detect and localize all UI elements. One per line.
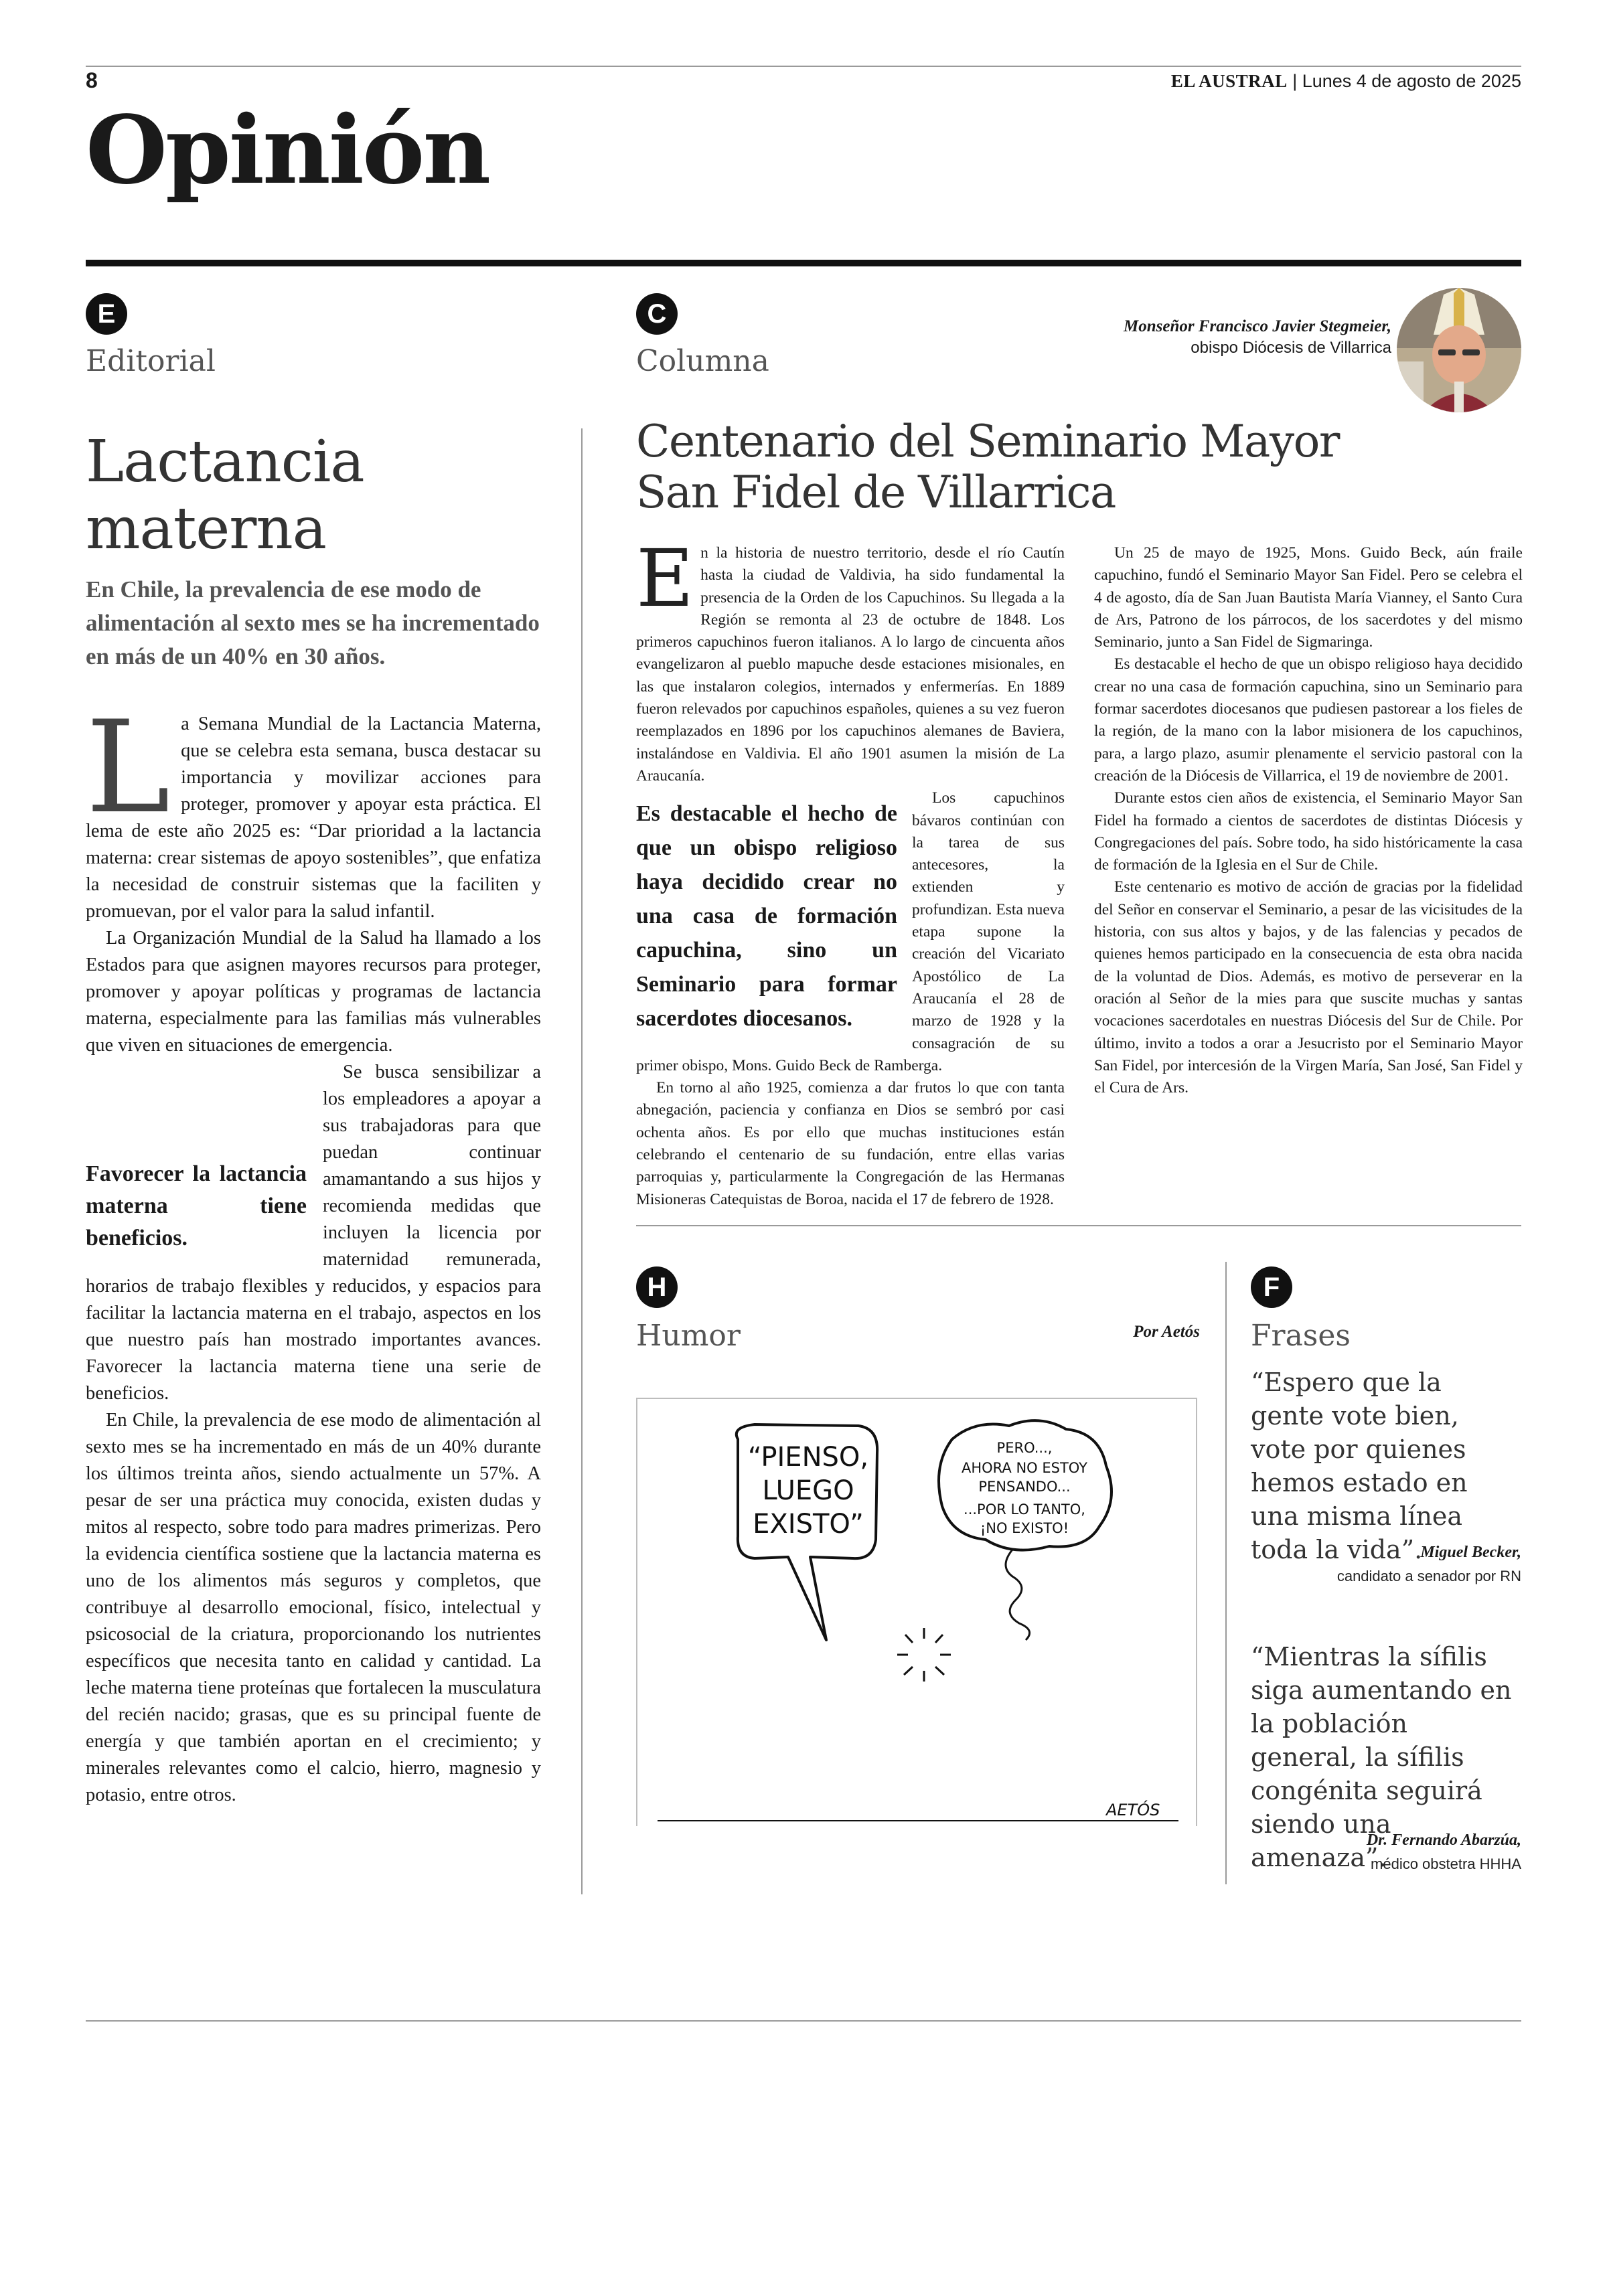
humor-label: Humor [636, 1319, 741, 1353]
frase-quote-2: “Mientras la sífilis siga aumentando en la población general, la sífilis congénita seguirá siendo una amenaza”. [1251, 1642, 1512, 1872]
editorial-title-line2: materna [86, 495, 327, 562]
column-paragraph: Es destacable el hecho de que un obispo religioso haya decidido crear no una casa de formación capuchina, sino un Seminario para formar sacerdotes diocesanos que pudiesen pastorear a los fieles de la región, de la mano con la labor misionera de los capuchinos, para, a largo plazo, asumir plenamente el servicio pastoral con la creación de la Diócesis de Villarrica, el 19 de noviembre de 2001. [1094, 655, 1523, 785]
cartoon-signature: AETÓS [1106, 1801, 1160, 1819]
bubble2-line4: ...POR LO TANTO, [964, 1501, 1085, 1518]
column-paragraph: Los capuchinos bávaros continúan con la tarea de sus antecesores, la extienden y profundizan. Esta nueva etapa supone la creación del Vicariato Apostólico de La Araucanía el 28 de marzo de 1928 y la consagración de su primer obispo, Mons. Guido Beck de Ramberga. [636, 789, 1065, 1074]
bubble2-line1: PERO..., [996, 1440, 1053, 1456]
column-dropcap: E [636, 542, 694, 625]
page-number: 8 [86, 68, 98, 92]
editorial-title [86, 428, 364, 562]
editorial-pullquote: Favorecer la lactancia materna tiene beneficios. [86, 1161, 307, 1250]
column-paragraph: Durante estos cien años de existencia, el Seminario Mayor San Fidel ha formado a cientos de sacerdotes de distintas Diócesis y Congregaciones del país. Sobre todo, ha sido históricamente la casa de formación de la Iglesia en el Sur de Chile. [1094, 789, 1523, 874]
column-body-left [636, 542, 1065, 1225]
column-title-line2: San Fidel de Villarrica [636, 467, 1116, 518]
editorial-paragraph: La Organización Mundial de la Salud ha llamado a los Estados para que asignen mayores recursos para proteger, promover y apoyar políticas y programas de lactancia materna, especialmente para las familias más vulnerables que viven en situaciones de emergencia. [86, 928, 541, 1056]
editorial-paragraph: En Chile, la prevalencia de ese modo de alimentación al sexto mes se ha incrementado en más de un 40% durante los últimos treinta años, siendo actualmente un 57%. A pesar de ser una práctica muy conocida, existen dudas y mitos al respecto, sobre todo para madres primerizas. Pero la evidencia científica sostiene que la lactancia materna es uno de los alimentos más seguros y completos, que contribuye al desarrollo emocional, físico, intelectual y psicosocial de la criatura, proporcionando los nutrientes específicos que necesita tanto en calidad y cantidad. La leche materna tiene proteínas que fortalecen la musculatura del recién nacido; grasas, que es su principal fuente de energía y que también aportan en el crecimiento; y minerales relevantes como el calcio, hierro, magnesio y potasio, entre otros. [86, 1410, 541, 1805]
column-pullquote: Es destacable el hecho de que un obispo religioso haya decidido crear no una casa de formación capuchina, sino un Seminario para formar sacerdotes diocesanos. [636, 801, 897, 1032]
column-title-line1: Centenario del Seminario Mayor [636, 416, 1339, 467]
editorial-badge: E [86, 293, 127, 335]
section-rule [86, 260, 1521, 266]
bottom-rule [86, 2020, 1521, 2022]
frase-role-1: candidato a senador por RN [1336, 1568, 1521, 1584]
cartoon-drawing [637, 1399, 1199, 1827]
column-body-right [1094, 542, 1523, 1225]
column-label: Columna [636, 344, 769, 378]
top-rule [86, 66, 1521, 67]
author-portrait [1397, 288, 1521, 412]
frase-quote-1: “Espero que la gente vote bien, vote por quienes hemos estado en una misma línea toda la vida”. [1251, 1368, 1468, 1564]
humor-divider [1225, 1262, 1227, 1884]
editorial-paragraph: Se busca sensibilizar a los empleadores a apoyar a sus trabajadoras para que puedan continuar amamantando a sus hijos y recomienda medidas que incluyen la licencia por maternidad remunerada, horarios de trabajo flexibles y reducidos, y espacios para facilitar la lactancia materna en el trabajo, aspectos en los que nuestro país han mostrado importantes avances. Favorecer la lactancia materna tiene una serie de beneficios. [86, 1062, 541, 1404]
editorial-dropcap: L [86, 693, 171, 841]
frases-label: Frases [1251, 1319, 1351, 1353]
bubble1-line2: LUEGO [762, 1475, 854, 1506]
frases-badge: F [1251, 1266, 1292, 1308]
editorial-lead: En Chile, la prevalencia de ese modo de alimentación al sexto mes se ha incrementado en más de un 40% en 30 años. [86, 576, 540, 669]
column-paragraph: Este centenario es motivo de acción de gracias por la fidelidad del Señor en conservar el Seminario, a pesar de las vicisitudes de la historia, con sus altos y bajos, y de las falencias y pecados de quienes hemos participado en la consecuencia de esta obra nacida de la voluntad de Dios. Además, es motivo de perseverar en la oración al Señor de la mies para que suscite muchas y santas vocaciones sacerdotales en nuestras Diócesis del Sur de Chile. Por último, invito a todos a orar a Jesucristo por el Seminario Mayor San Fidel, por intercesión de la Virgen María, San José, San Fidel y el Cura de Ars. [1094, 878, 1523, 1097]
bubble2-line5: ¡NO EXISTO! [980, 1520, 1069, 1536]
newspaper-name: EL AUSTRAL [1170, 71, 1288, 91]
frase-role-2: médico obstetra HHHA [1371, 1856, 1521, 1872]
column-author [1124, 317, 1391, 357]
frase-author-2: Dr. Fernando Abarzúa, [1366, 1831, 1521, 1849]
bubble2-line3: PENSANDO... [978, 1479, 1071, 1495]
section-title: Opinión [86, 96, 489, 206]
column-badge: C [636, 293, 678, 335]
column-title [636, 416, 1339, 518]
column-paragraph: Un 25 de mayo de 1925, Mons. Guido Beck, aún fraile capuchino, fundó el Seminario Mayor San Fidel. Pero se celebra el 4 de agosto, día de San Juan Bautista María Vianney, el Santo Cura de Ars, Patrono de los párrocos, de los sacerdotes y del mismo Seminario, junto a San Fidel de Sigmaringa. [1094, 544, 1523, 651]
humor-byline: Por Aetós [1133, 1323, 1200, 1341]
bubble2-line2: AHORA NO ESTOY [961, 1460, 1088, 1476]
column-paragraph: n la historia de nuestro territorio, desde el río Cautín hasta la ciudad de Valdivia, ha sido fundamental la presencia de la Orden de los Capuchinos. Su llegada a la Región se remonta al 23 de octubre de 1848. Los primeros capuchinos fueron italianos. A lo largo de cincuenta años evangelizaron al pueblo mapuche desde estaciones misionales, en las que instalaron colegios, internados y enfermerías. En 1889 fueron relevados por capuchinos españoles, quienes a su vez fueron reemplazados en 1896 por los capuchinos alemanes de Baviera, instalándose en Valdivia. El año 1901 asumen la misión de La Araucanía. [636, 544, 1065, 785]
editorial-body [86, 693, 541, 1809]
column-author-name: Monseñor Francisco Javier Stegmeier, [1123, 317, 1391, 335]
masthead-info [1171, 71, 1521, 92]
bubble1-line1: “PIENSO, [747, 1442, 869, 1473]
frase-author-1: Miguel Becker, [1420, 1544, 1521, 1561]
issue-date: | Lunes 4 de agosto de 2025 [1292, 71, 1521, 91]
column-author-role: obispo Diócesis de Villarrica [1191, 339, 1391, 357]
column-bottom-rule [636, 1225, 1521, 1226]
column-paragraph: En torno al año 1925, comienza a dar frutos lo que con tanta abnegación, paciencia y confianza en Dios se sembró por casi ochenta años. Es por ello que muchas instituciones están celebrando el centenario de su fundación, entre ellas varias parroquias y, particularmente la Congregación de las Hermanas Misioneras Catequistas de Boroa, nacida el 17 de febrero de 1928. [636, 1079, 1065, 1208]
bubble1-line3: EXISTO” [753, 1509, 864, 1540]
editorial-title-line1: Lactancia [86, 428, 364, 495]
humor-badge: H [636, 1266, 678, 1308]
cartoon-frame [636, 1398, 1197, 1826]
editorial-paragraph: a Semana Mundial de la Lactancia Materna, que se celebra esta semana, busca destacar su importancia y movilizar acciones para proteger, promover y apoyar esta práctica. El lema de este año 2025 es: “Dar prioridad a la lactancia materna: crear sistemas de apoyo sostenibles”, que enfatiza la necesidad de construir sistemas que la faciliten y promuevan, por el valor para la salud infantil. [86, 714, 541, 922]
editorial-divider [581, 428, 583, 1894]
editorial-label: Editorial [86, 344, 216, 378]
